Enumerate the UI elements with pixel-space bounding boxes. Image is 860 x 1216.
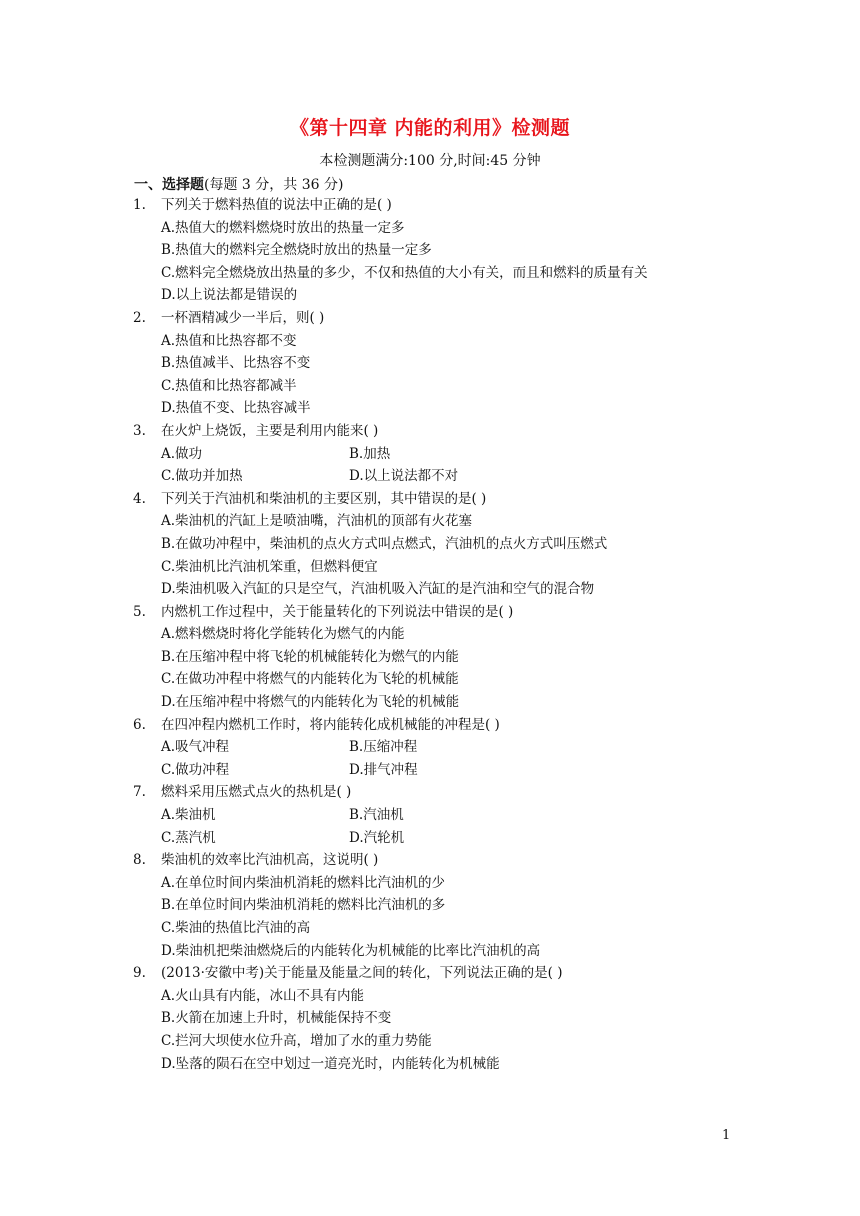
answer-option: A.柴油机: [161, 807, 216, 824]
option-row: [0, 533, 860, 556]
answer-option: B.在单位时间内柴油机消耗的燃料比汽油机的多: [161, 897, 446, 914]
option-row: [0, 556, 860, 579]
option-row: [0, 691, 860, 714]
answer-option: B.汽油机: [349, 807, 404, 824]
answer-option: D.以上说法都是错误的: [161, 287, 298, 304]
answer-option: C.在做功冲程中将燃气的内能转化为飞轮的机械能: [161, 671, 459, 688]
question-stem: 一杯酒精减少一半后，则( ): [161, 309, 325, 326]
question-number: 6.: [133, 716, 146, 733]
question-stem: 下列关于汽油机和柴油机的主要区别，其中错误的是( ): [161, 490, 487, 507]
question-number: 5.: [133, 603, 146, 620]
option-row: [0, 804, 860, 827]
option-row: [0, 1007, 860, 1030]
question-number: 3.: [133, 422, 146, 439]
question-stem-line: [0, 849, 860, 872]
answer-option: A.柴油机的汽缸上是喷油嘴，汽油机的顶部有火花塞: [161, 513, 473, 530]
answer-option: B.火箭在加速上升时，机械能保持不变: [161, 1010, 392, 1027]
answer-option: A.做功: [161, 445, 203, 462]
answer-option: D.排气冲程: [349, 761, 418, 778]
option-row: [0, 646, 860, 669]
question-item: [0, 962, 860, 1075]
option-row: [0, 465, 860, 488]
option-row: [0, 623, 860, 646]
question-item: [0, 194, 860, 307]
option-row: [0, 736, 860, 759]
exam-info: 本检测题满分:100 分,时间:45 分钟: [319, 153, 541, 169]
question-stem: (2013·安徽中考)关于能量及能量之间的转化，下列说法正确的是( ): [161, 965, 563, 982]
option-row: [0, 397, 860, 420]
answer-option: B.在做功冲程中，柴油机的点火方式叫点燃式，汽油机的点火方式叫压燃式: [161, 535, 608, 552]
question-number: 9.: [133, 965, 146, 982]
option-row: [0, 262, 860, 285]
answer-option: D.柴油机把柴油燃烧后的内能转化为机械能的比率比汽油机的高: [161, 942, 541, 959]
option-row: [0, 284, 860, 307]
page-title: 《第十四章 内能的利用》检测题: [289, 117, 571, 139]
option-row: [0, 872, 860, 895]
answer-option: C.做功并加热: [161, 468, 243, 485]
question-item: [0, 488, 860, 601]
answer-option: C.蒸汽机: [161, 829, 216, 846]
option-row: [0, 217, 860, 240]
answer-option: C.做功冲程: [161, 761, 230, 778]
question-number: 8.: [133, 852, 146, 869]
section-heading: [134, 174, 343, 194]
question-number: 2.: [133, 309, 146, 326]
question-item: [0, 849, 860, 962]
answer-option: D.柴油机吸入汽缸的只是空气，汽油机吸入汽缸的是汽油和空气的混合物: [161, 581, 595, 598]
option-row: [0, 1053, 860, 1076]
answer-option: B.加热: [349, 445, 391, 462]
question-stem: 内燃机工作过程中，关于能量转化的下列说法中错误的是( ): [161, 603, 514, 620]
question-stem-line: [0, 307, 860, 330]
answer-option: B.在压缩冲程中将飞轮的机械能转化为燃气的内能: [161, 648, 459, 665]
answer-option: D.坠落的陨石在空中划过一道亮光时，内能转化为机械能: [161, 1055, 500, 1072]
question-stem-line: [0, 781, 860, 804]
question-item: [0, 714, 860, 782]
question-stem: 柴油机的效率比汽油机高，这说明( ): [161, 852, 379, 869]
answer-option: C.热值和比热容都减半: [161, 377, 297, 394]
question-stem-line: [0, 962, 860, 985]
option-row: [0, 940, 860, 963]
question-number: 1.: [133, 197, 146, 213]
answer-option: C.柴油机比汽油机笨重，但燃料便宜: [161, 558, 378, 575]
question-stem-line: [0, 420, 860, 443]
question-stem: 在火炉上烧饭，主要是利用内能来( ): [161, 422, 379, 439]
option-row: [0, 668, 860, 691]
page-number: 1: [722, 1128, 731, 1143]
question-stem: 下列关于燃料热值的说法中正确的是( ): [161, 197, 392, 213]
question-item: [0, 307, 860, 420]
answer-option: A.在单位时间内柴油机消耗的燃料比汽油机的少: [161, 874, 446, 891]
answer-option: D.在压缩冲程中将燃气的内能转化为飞轮的机械能: [161, 694, 460, 711]
option-row: [0, 759, 860, 782]
section-score: (每题 3 分，共 36 分): [204, 177, 344, 193]
question-list: [0, 194, 860, 1075]
answer-option: A.热值大的燃料燃烧时放出的热量一定多: [161, 219, 405, 236]
answer-option: C.拦河大坝使水位升高，增加了水的重力势能: [161, 1032, 432, 1049]
option-row: [0, 985, 860, 1008]
answer-option: B.压缩冲程: [349, 739, 418, 756]
question-stem-line: [0, 488, 860, 511]
option-row: [0, 578, 860, 601]
answer-option: A.火山具有内能，冰山不具有内能: [161, 987, 365, 1004]
question-stem: 燃料采用压燃式点火的热机是( ): [161, 784, 352, 801]
question-number: 4.: [133, 490, 146, 507]
option-row: [0, 917, 860, 940]
answer-option: A.吸气冲程: [161, 739, 230, 756]
answer-option: C.燃料完全燃烧放出热量的多少，不仅和热值的大小有关，而且和燃料的质量有关: [161, 264, 648, 281]
option-row: [0, 1030, 860, 1053]
option-row: [0, 239, 860, 262]
option-row: [0, 330, 860, 353]
option-row: [0, 827, 860, 850]
answer-option: C.柴油的热值比汽油的高: [161, 920, 311, 936]
option-row: [0, 510, 860, 533]
answer-option: A.燃料燃烧时将化学能转化为燃气的内能: [161, 626, 405, 643]
option-row: [0, 894, 860, 917]
question-stem: 在四冲程内燃机工作时，将内能转化成机械能的冲程是( ): [161, 716, 500, 733]
option-row: [0, 443, 860, 466]
question-stem-line: [0, 601, 860, 624]
question-stem-line: [0, 714, 860, 737]
option-row: [0, 375, 860, 398]
question-item: [0, 601, 860, 714]
answer-option: B.热值大的燃料完全燃烧时放出的热量一定多: [161, 242, 432, 259]
section-label: 一、选择题: [134, 177, 204, 193]
answer-option: D.以上说法都不对: [349, 468, 459, 485]
answer-option: B.热值减半、比热容不变: [161, 355, 311, 372]
question-item: [0, 420, 860, 488]
answer-option: D.汽轮机: [349, 829, 405, 846]
question-number: 7.: [133, 784, 146, 801]
question-item: [0, 781, 860, 849]
question-stem-line: [0, 194, 860, 217]
option-row: [0, 352, 860, 375]
answer-option: D.热值不变、比热容减半: [161, 400, 311, 417]
answer-option: A.热值和比热容都不变: [161, 332, 297, 349]
